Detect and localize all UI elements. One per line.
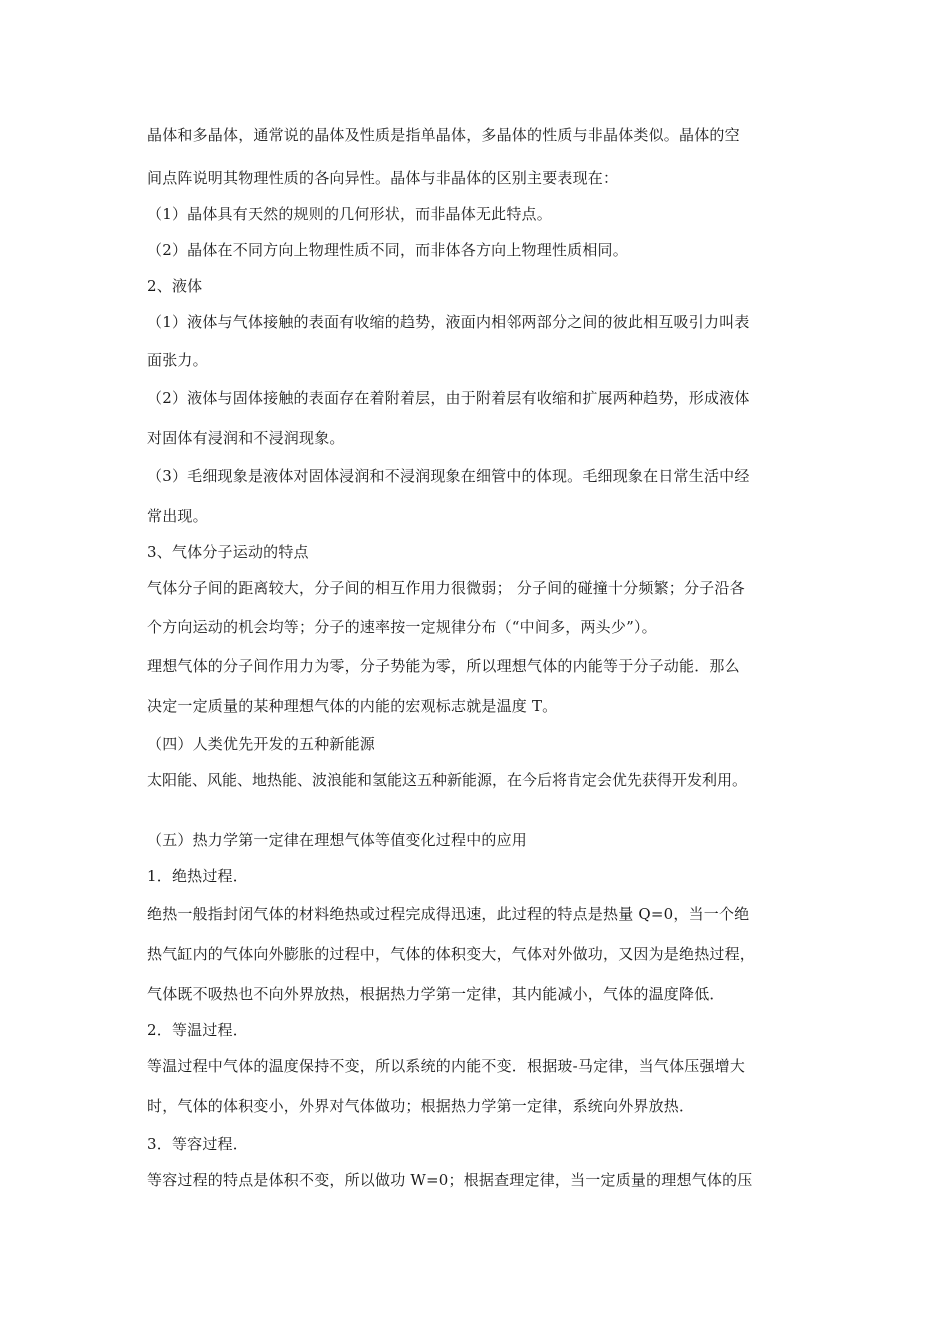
text-line: 热气缸内的气体向外膨胀的过程中，气体的体积变大，气体对外做功，又因为是绝热过程， — [147, 945, 756, 963]
text-line: 绝热一般指封闭气体的材料绝热或过程完成得迅速，此过程的特点是热量 Q=0，当一个绝 — [147, 905, 750, 923]
text-line: 面张力。 — [147, 351, 208, 369]
section-heading: 3、气体分子运动的特点 — [147, 543, 309, 561]
text-line: （1）液体与气体接触的表面有收缩的趋势，液面内相邻两部分之间的彼此相互吸引力叫表 — [147, 313, 750, 331]
section-heading: （五）热力学第一定律在理想气体等值变化过程中的应用 — [147, 831, 528, 849]
text-line: 常出现。 — [147, 507, 208, 525]
text-line: 理想气体的分子间作用力为零，分子势能为零，所以理想气体的内能等于分子动能．那么 — [147, 657, 740, 675]
text-line: 对固体有浸润和不浸润现象。 — [147, 429, 345, 447]
subsection-heading: 1．绝热过程． — [147, 867, 248, 885]
text-line: 个方向运动的机会均等；分子的速率按一定规律分布（“中间多，两头少”）。 — [147, 618, 657, 636]
text-line: （1）晶体具有天然的规则的几何形状，而非晶体无此特点。 — [147, 205, 552, 223]
text-line: （2）液体与固体接触的表面存在着附着层，由于附着层有收缩和扩展两种趋势，形成液体 — [147, 389, 750, 407]
text-line: 气体分子间的距离较大，分子间的相互作用力很微弱； 分子间的碰撞十分频繁；分子沿各 — [147, 579, 745, 597]
text-line: 间点阵说明其物理性质的各向异性。晶体与非晶体的区别主要表现在： — [147, 169, 619, 187]
text-line: 太阳能、风能、地热能、波浪能和氢能这五种新能源，在今后将肯定会优先获得开发利用。 — [147, 771, 748, 789]
text-line: 等温过程中气体的温度保持不变，所以系统的内能不变．根据玻-马定律，当气体压强增大 — [147, 1057, 746, 1075]
text-line: 时，气体的体积变小，外界对气体做功；根据热力学第一定律，系统向外界放热． — [147, 1097, 695, 1115]
text-line: 等容过程的特点是体积不变，所以做功 W=0；根据查理定律，当一定质量的理想气体的压 — [147, 1171, 753, 1189]
subsection-heading: 3．等容过程． — [147, 1135, 248, 1153]
text-line: （3）毛细现象是液体对固体浸润和不浸润现象在细管中的体现。毛细现象在日常生活中经 — [147, 467, 750, 485]
text-line: （2）晶体在不同方向上物理性质不同，而非体各方向上物理性质相同。 — [147, 241, 628, 259]
text-line: 晶体和多晶体，通常说的晶体及性质是指单晶体，多晶体的性质与非晶体类似。晶体的空 — [147, 126, 740, 144]
text-line: 气体既不吸热也不向外界放热，根据热力学第一定律，其内能减小，气体的温度降低． — [147, 985, 725, 1003]
text-line: 决定一定质量的某种理想气体的内能的宏观标志就是温度 T。 — [147, 697, 558, 715]
section-heading: （四）人类优先开发的五种新能源 — [147, 735, 376, 753]
section-heading: 2、液体 — [147, 277, 203, 295]
subsection-heading: 2．等温过程． — [147, 1021, 248, 1039]
